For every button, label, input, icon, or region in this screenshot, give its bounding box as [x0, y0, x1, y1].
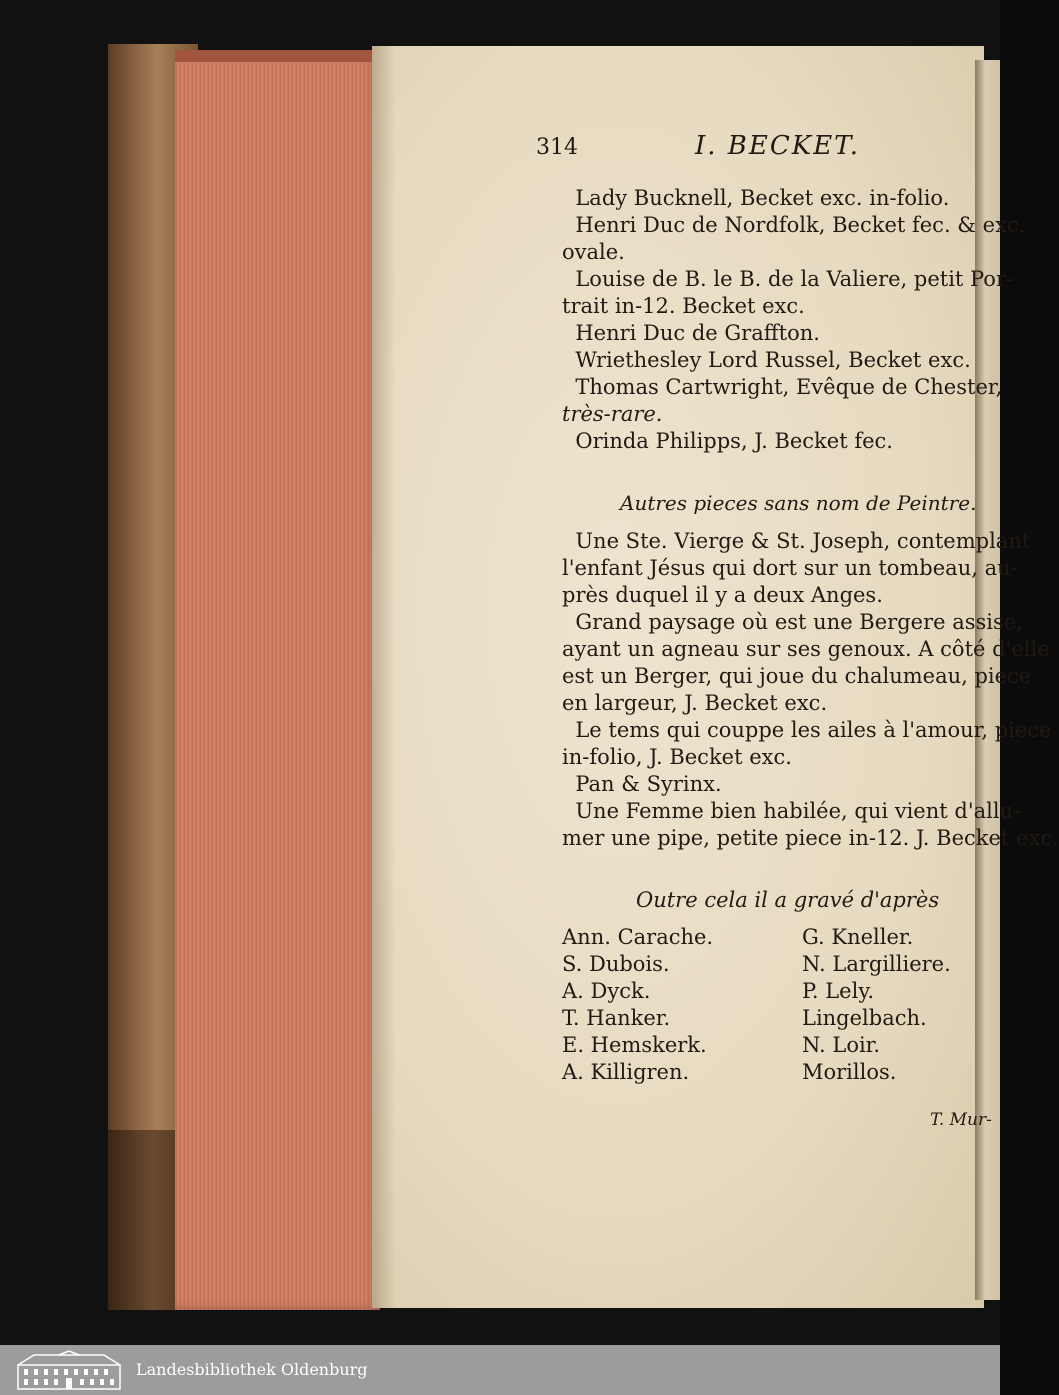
text-line: mer une pipe, petite piece in-12. J. Becket exc. — [562, 826, 1059, 850]
painter-name: P. Lely. — [802, 979, 875, 1003]
section-heading: Autres pieces sans nom de Peintre. — [620, 491, 977, 515]
text-line: Louise de B. le B. de la Valiere, petit Por- — [562, 267, 1014, 291]
text-line: Orinda Philipps, J. Becket fec. — [562, 429, 893, 453]
text-line: Henri Duc de Graffton. — [562, 321, 820, 345]
text-line: l'enfant Jésus qui dort sur un tombeau, au- — [562, 556, 1018, 580]
text-line: trait in-12. Becket exc. — [562, 294, 805, 318]
library-name: Landesbibliothek Oldenburg — [136, 1360, 368, 1379]
section-portraits — [562, 185, 1025, 455]
painter-list-left — [562, 924, 713, 1086]
fore-edge-top — [175, 50, 380, 62]
painter-name: G. Kneller. — [802, 925, 914, 949]
page-number: 314 — [536, 135, 578, 160]
text-line: Wriethesley Lord Russel, Becket exc. — [562, 348, 971, 372]
red-fore-edge — [175, 50, 380, 1310]
painter-list-right — [802, 924, 951, 1086]
text-line: Une Ste. Vierge & St. Joseph, contemplant — [562, 529, 1031, 553]
catchword: T. Mur- — [930, 1110, 992, 1130]
text-line: près duquel il y a deux Anges. — [562, 583, 883, 607]
running-title: I. BECKET. — [695, 131, 860, 161]
text-line: Thomas Cartwright, Evêque de Chester, — [562, 375, 1003, 399]
page-gutter-shadow — [372, 46, 396, 1308]
painter-name: T. Hanker. — [562, 1006, 671, 1030]
painter-name: N. Loir. — [802, 1033, 881, 1057]
text-line: ayant un agneau sur ses genoux. A côté d'elle — [562, 637, 1050, 661]
text-line: en largeur, J. Becket exc. — [562, 691, 828, 715]
text-line: très-rare. — [562, 402, 663, 426]
text-line: Pan & Syrinx. — [562, 772, 722, 796]
text-line: Grand paysage où est une Bergere assise, — [562, 610, 1023, 634]
text-line: Henri Duc de Nordfolk, Becket fec. & exc. — [562, 213, 1026, 237]
painter-name: Lingelbach. — [802, 1006, 927, 1030]
text-line: Le tems qui couppe les ailes à l'amour, piece — [562, 718, 1052, 742]
text-line: Une Femme bien habilée, qui vient d'allu- — [562, 799, 1021, 823]
library-building-icon — [14, 1351, 124, 1391]
painter-name: A. Dyck. — [562, 979, 651, 1003]
section-other-pieces — [562, 528, 1059, 852]
painter-name: A. Killigren. — [562, 1060, 690, 1084]
painter-name: Morillos. — [802, 1060, 897, 1084]
text-line: Lady Bucknell, Becket exc. in-folio. — [562, 186, 950, 210]
text-line: in-folio, J. Becket exc. — [562, 745, 792, 769]
painter-name: S. Dubois. — [562, 952, 670, 976]
painter-name: E. Hemskerk. — [562, 1033, 707, 1057]
text-line: ovale. — [562, 240, 625, 264]
painter-name: Ann. Carache. — [562, 925, 714, 949]
painter-name: N. Largilliere. — [802, 952, 951, 976]
section-heading: Outre cela il a gravé d'après — [636, 888, 940, 912]
text-line: est un Berger, qui joue du chalumeau, piece — [562, 664, 1032, 688]
